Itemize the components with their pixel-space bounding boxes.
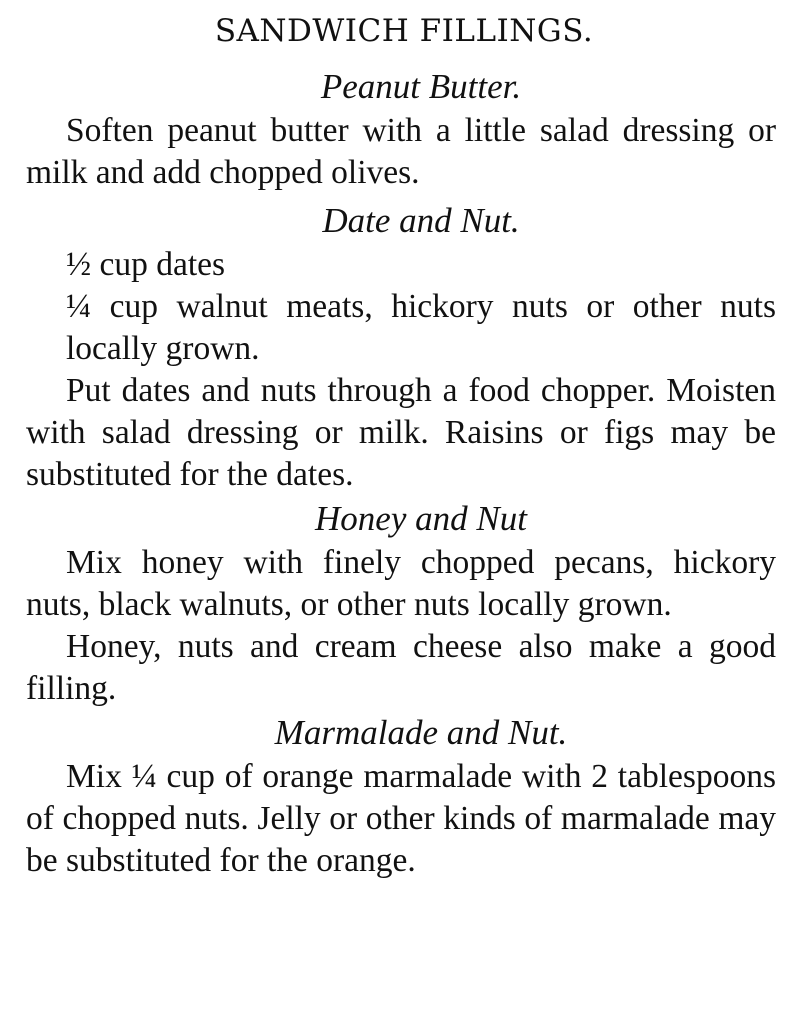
- ingredient-text: ¼ cup walnut meats, hickory nuts or other nuts locally grown.: [66, 288, 776, 367]
- page-title: SANDWICH FILLINGS.: [214, 13, 594, 49]
- section-heading-honey-and-nut: Honey and Nut: [315, 499, 527, 538]
- section-marmalade-and-nut: [26, 710, 776, 882]
- section-peanut-butter: [26, 64, 776, 194]
- paragraph-peanut-butter-instructions: Soften peanut butter with a little salad dressing or milk and add chopped olives.: [26, 112, 776, 191]
- ingredient-nuts: [26, 286, 776, 370]
- paragraph-date-and-nut-instructions: Put dates and nuts through a food chopper. Moisten with salad dressing or milk. Raisins or figs may be substituted for the dates.: [26, 372, 776, 493]
- ingredient-text: ½ cup dates: [66, 246, 226, 283]
- section-heading-peanut-butter: Peanut Butter.: [320, 67, 522, 106]
- section-date-and-nut: [26, 198, 776, 496]
- section-honey-and-nut: [26, 496, 776, 710]
- ingredient-dates: [26, 244, 776, 286]
- section-heading-date-and-nut: Date and Nut.: [322, 201, 520, 240]
- paragraph-marmalade-and-nut-instructions: Mix ¼ cup of orange marmalade with 2 tablespoons of chopped nuts. Jelly or other kinds of marmalade may be substituted for the orange.: [26, 758, 776, 879]
- section-heading-marmalade-and-nut: Marmalade and Nut.: [274, 713, 568, 752]
- paragraph-honey-and-nut-instructions: Mix honey with finely chopped pecans, hickory nuts, black walnuts, or other nuts locally grown.: [26, 544, 776, 623]
- paragraph-honey-and-nut-variation: Honey, nuts and cream cheese also make a good filling.: [26, 628, 776, 707]
